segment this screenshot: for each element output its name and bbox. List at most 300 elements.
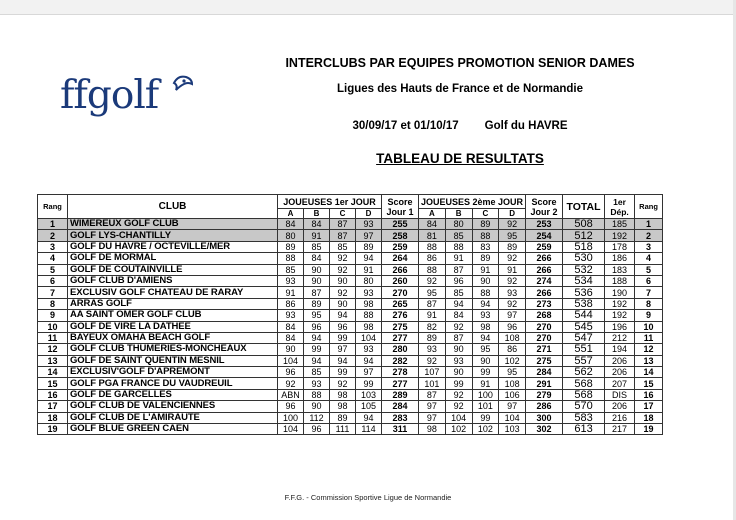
score-day1-cell: 277	[382, 332, 419, 343]
total-cell: 534	[563, 275, 605, 286]
score-day1-cell: 277	[382, 378, 419, 389]
day2-c-cell: 88	[472, 287, 499, 298]
col-score1: Score Jour 1	[382, 195, 419, 219]
club-name-cell: BAYEUX OMAHA BEACH GOLF	[68, 332, 278, 343]
day1-b-cell: 91	[304, 230, 330, 241]
score-day2-cell: 300	[526, 412, 563, 423]
day2-a-cell: 86	[419, 253, 446, 264]
day2-d-cell: 92	[499, 253, 526, 264]
day2-b-cell: 94	[445, 298, 472, 309]
total-cell: 512	[563, 230, 605, 241]
day2-b-cell: 80	[445, 219, 472, 230]
day2-b-cell: 87	[445, 332, 472, 343]
day1-b-cell: 85	[304, 367, 330, 378]
day2-a-cell: 107	[419, 367, 446, 378]
table-row	[38, 298, 663, 309]
rank-right-cell: 16	[635, 389, 663, 400]
day1-b-cell: 84	[304, 219, 330, 230]
score-day1-cell: 289	[382, 389, 419, 400]
first-departure-cell: 217	[605, 424, 635, 435]
day2-b-cell: 104	[445, 412, 472, 423]
day2-a-cell: 84	[419, 219, 446, 230]
day2-c-cell: 101	[472, 401, 499, 412]
day1-d-cell: 114	[356, 424, 382, 435]
day2-d-cell: 104	[499, 412, 526, 423]
day1-b-cell: 96	[304, 321, 330, 332]
rank-right-cell: 1	[635, 219, 663, 230]
day1-b-cell: 84	[304, 253, 330, 264]
total-cell: 538	[563, 298, 605, 309]
day1-d-cell: 97	[356, 230, 382, 241]
total-cell: 508	[563, 219, 605, 230]
table-title: TABLEAU DE RESULTATS	[376, 151, 544, 166]
score-day2-cell: 254	[526, 230, 563, 241]
day2-a-cell: 95	[419, 287, 446, 298]
day1-d-cell: 80	[356, 275, 382, 286]
day2-d-cell: 89	[499, 241, 526, 252]
rank-cell: 19	[38, 424, 68, 435]
day1-a-cell: 86	[278, 298, 304, 309]
first-departure-cell: 190	[605, 287, 635, 298]
day2-c-cell: 94	[472, 298, 499, 309]
first-departure-cell: 207	[605, 378, 635, 389]
rank-cell: 13	[38, 355, 68, 366]
day2-d-cell: 92	[499, 275, 526, 286]
day2-a-cell: 87	[419, 298, 446, 309]
rank-cell: 14	[38, 367, 68, 378]
day2-d-cell: 106	[499, 389, 526, 400]
day1-c-cell: 111	[330, 424, 356, 435]
day1-c-cell: 92	[330, 378, 356, 389]
col-rang-right: Rang	[635, 195, 663, 219]
score-day2-cell: 266	[526, 264, 563, 275]
total-cell: 583	[563, 412, 605, 423]
club-name-cell: GOLF CLUB THUMERIES-MONCHEAUX	[68, 344, 278, 355]
score-day2-cell: 279	[526, 389, 563, 400]
rank-cell: 6	[38, 275, 68, 286]
club-name-cell: GOLF DE GARCELLES	[68, 389, 278, 400]
col-total: TOTAL	[563, 195, 605, 219]
score-day1-cell: 264	[382, 253, 419, 264]
club-name-cell: EXCLUSIV'GOLF D'APREMONT	[68, 367, 278, 378]
first-departure-cell: 192	[605, 310, 635, 321]
table-row	[38, 241, 663, 252]
day2-b-cell: 88	[445, 241, 472, 252]
day2-b-cell: 92	[445, 401, 472, 412]
col-day2: JOUEUSES 2ème JOUR	[419, 195, 526, 209]
col-day2-b: B	[445, 209, 472, 219]
day1-d-cell: 93	[356, 287, 382, 298]
first-departure-cell: 212	[605, 332, 635, 343]
rank-cell: 17	[38, 401, 68, 412]
day2-b-cell: 96	[445, 275, 472, 286]
footer-credit: F.F.G. - Commission Sportive Ligue de Normandie	[284, 493, 452, 502]
rank-cell: 5	[38, 264, 68, 275]
day2-b-cell: 92	[445, 389, 472, 400]
col-score2: Score Jour 2	[526, 195, 563, 219]
day1-c-cell: 99	[330, 332, 356, 343]
score-day2-cell: 275	[526, 355, 563, 366]
day2-b-cell: 85	[445, 230, 472, 241]
total-cell: 613	[563, 424, 605, 435]
club-name-cell: GOLF CLUB D'AMIENS	[68, 275, 278, 286]
day2-d-cell: 108	[499, 378, 526, 389]
table-row	[38, 264, 663, 275]
day2-d-cell: 95	[499, 230, 526, 241]
day1-c-cell: 89	[330, 412, 356, 423]
col-day2-a: A	[419, 209, 446, 219]
col-club: CLUB	[68, 195, 278, 219]
club-name-cell: GOLF DE VIRE LA DATHEE	[68, 321, 278, 332]
score-day2-cell: 273	[526, 298, 563, 309]
table-row	[38, 412, 663, 423]
table-row	[38, 424, 663, 435]
table-row	[38, 253, 663, 264]
day1-b-cell: 85	[304, 241, 330, 252]
rank-right-cell: 9	[635, 310, 663, 321]
rank-cell: 8	[38, 298, 68, 309]
day1-d-cell: 98	[356, 298, 382, 309]
day1-d-cell: 103	[356, 389, 382, 400]
day1-a-cell: 93	[278, 310, 304, 321]
table-row	[38, 401, 663, 412]
day1-a-cell: 104	[278, 355, 304, 366]
day2-c-cell: 102	[472, 424, 499, 435]
day1-b-cell: 89	[304, 298, 330, 309]
total-cell: 570	[563, 401, 605, 412]
score-day2-cell: 266	[526, 253, 563, 264]
day2-b-cell: 102	[445, 424, 472, 435]
score-day1-cell: 283	[382, 412, 419, 423]
first-departure-cell: 206	[605, 355, 635, 366]
rank-cell: 18	[38, 412, 68, 423]
day1-a-cell: 93	[278, 275, 304, 286]
day1-c-cell: 98	[330, 389, 356, 400]
event-date-venue	[240, 120, 680, 132]
total-cell: 518	[563, 241, 605, 252]
score-day1-cell: 276	[382, 310, 419, 321]
day1-d-cell: 94	[356, 412, 382, 423]
club-name-cell: GOLF CLUB DE VALENCIENNES	[68, 401, 278, 412]
day1-b-cell: 95	[304, 310, 330, 321]
score-day2-cell: 284	[526, 367, 563, 378]
day1-a-cell: 89	[278, 241, 304, 252]
table-row	[38, 355, 663, 366]
day1-b-cell: 112	[304, 412, 330, 423]
first-departure-cell: 216	[605, 412, 635, 423]
day1-c-cell: 92	[330, 264, 356, 275]
total-cell: 568	[563, 389, 605, 400]
day1-b-cell: 90	[304, 401, 330, 412]
day2-c-cell: 91	[472, 264, 499, 275]
day1-c-cell: 94	[330, 355, 356, 366]
day1-a-cell: 84	[278, 332, 304, 343]
document-title: INTERCLUBS PAR EQUIPES PROMOTION SENIOR DAMES	[285, 56, 635, 70]
table-row	[38, 219, 663, 230]
day1-a-cell: 88	[278, 253, 304, 264]
day2-c-cell: 98	[472, 321, 499, 332]
day1-a-cell: 96	[278, 401, 304, 412]
first-departure-cell: 196	[605, 321, 635, 332]
day2-c-cell: 94	[472, 332, 499, 343]
col-day1-d: D	[356, 209, 382, 219]
day2-c-cell: 83	[472, 241, 499, 252]
day1-d-cell: 105	[356, 401, 382, 412]
day2-a-cell: 101	[419, 378, 446, 389]
first-departure-cell: 186	[605, 253, 635, 264]
event-dates: 30/09/17 et 01/10/17	[352, 120, 459, 132]
score-day1-cell: 258	[382, 230, 419, 241]
day2-d-cell: 102	[499, 355, 526, 366]
day2-a-cell: 88	[419, 264, 446, 275]
first-departure-cell: DIS	[605, 389, 635, 400]
club-name-cell: AA SAINT OMER GOLF CLUB	[68, 310, 278, 321]
day2-c-cell: 90	[472, 275, 499, 286]
day1-a-cell: 84	[278, 321, 304, 332]
rank-cell: 1	[38, 219, 68, 230]
event-venue: Golf du HAVRE	[484, 120, 568, 132]
document-subtitle: Ligues des Hauts de France et de Normandie	[336, 83, 584, 95]
rank-right-cell: 6	[635, 275, 663, 286]
col-day1: JOUEUSES 1er JOUR	[278, 195, 382, 209]
day2-a-cell: 81	[419, 230, 446, 241]
day2-a-cell: 87	[419, 389, 446, 400]
score-day2-cell: 270	[526, 321, 563, 332]
day2-d-cell: 91	[499, 264, 526, 275]
rank-right-cell: 10	[635, 321, 663, 332]
rank-right-cell: 3	[635, 241, 663, 252]
club-name-cell: GOLF DE COUTAINVILLE	[68, 264, 278, 275]
total-cell: 544	[563, 310, 605, 321]
day2-d-cell: 92	[499, 219, 526, 230]
day2-b-cell: 90	[445, 344, 472, 355]
day2-a-cell: 97	[419, 401, 446, 412]
rank-cell: 4	[38, 253, 68, 264]
table-row	[38, 344, 663, 355]
score-day1-cell: 282	[382, 355, 419, 366]
score-day2-cell: 253	[526, 219, 563, 230]
total-cell: 530	[563, 253, 605, 264]
day2-d-cell: 95	[499, 367, 526, 378]
score-day1-cell: 280	[382, 344, 419, 355]
rank-right-cell: 2	[635, 230, 663, 241]
day1-a-cell: 91	[278, 287, 304, 298]
first-departure-cell: 178	[605, 241, 635, 252]
day1-c-cell: 99	[330, 367, 356, 378]
total-cell: 547	[563, 332, 605, 343]
rank-right-cell: 8	[635, 298, 663, 309]
day2-a-cell: 92	[419, 275, 446, 286]
rank-right-cell: 17	[635, 401, 663, 412]
day1-c-cell: 98	[330, 401, 356, 412]
day1-b-cell: 88	[304, 389, 330, 400]
day1-b-cell: 90	[304, 264, 330, 275]
club-name-cell: GOLF BLUE GREEN CAEN	[68, 424, 278, 435]
day1-d-cell: 94	[356, 355, 382, 366]
day1-a-cell: 85	[278, 264, 304, 275]
day2-c-cell: 88	[472, 230, 499, 241]
day2-b-cell: 91	[445, 253, 472, 264]
rank-cell: 2	[38, 230, 68, 241]
score-day1-cell: 259	[382, 241, 419, 252]
col-day1-b: B	[304, 209, 330, 219]
day1-d-cell: 104	[356, 332, 382, 343]
first-departure-cell: 206	[605, 367, 635, 378]
day1-b-cell: 90	[304, 275, 330, 286]
col-day1-c: C	[330, 209, 356, 219]
ffgolf-logo: ffgolf	[60, 73, 159, 118]
total-cell: 568	[563, 378, 605, 389]
day2-c-cell: 90	[472, 355, 499, 366]
table-row	[38, 310, 663, 321]
day1-d-cell: 97	[356, 367, 382, 378]
day2-a-cell: 88	[419, 241, 446, 252]
rank-cell: 12	[38, 344, 68, 355]
day2-b-cell: 84	[445, 310, 472, 321]
results-body	[38, 219, 663, 435]
ffgolf-bird-icon	[172, 74, 194, 92]
day1-c-cell: 87	[330, 230, 356, 241]
club-name-cell: GOLF DE MORMAL	[68, 253, 278, 264]
table-row	[38, 389, 663, 400]
day1-c-cell: 92	[330, 287, 356, 298]
day1-a-cell: 92	[278, 378, 304, 389]
rank-right-cell: 5	[635, 264, 663, 275]
day1-d-cell: 89	[356, 241, 382, 252]
day2-d-cell: 103	[499, 424, 526, 435]
club-name-cell: GOLF LYS-CHANTILLY	[68, 230, 278, 241]
day2-d-cell: 97	[499, 310, 526, 321]
day2-c-cell: 89	[472, 253, 499, 264]
day1-c-cell: 90	[330, 275, 356, 286]
day1-d-cell: 91	[356, 264, 382, 275]
rank-cell: 16	[38, 389, 68, 400]
day1-c-cell: 97	[330, 344, 356, 355]
score-day2-cell: 270	[526, 332, 563, 343]
club-name-cell: ARRAS GOLF	[68, 298, 278, 309]
score-day1-cell: 266	[382, 264, 419, 275]
score-day2-cell: 291	[526, 378, 563, 389]
col-day2-d: D	[499, 209, 526, 219]
day1-c-cell: 87	[330, 219, 356, 230]
day2-d-cell: 93	[499, 287, 526, 298]
score-day1-cell: 284	[382, 401, 419, 412]
day1-b-cell: 94	[304, 355, 330, 366]
club-name-cell: GOLF DE SAINT QUENTIN MESNIL	[68, 355, 278, 366]
total-cell: 551	[563, 344, 605, 355]
total-cell: 532	[563, 264, 605, 275]
first-departure-cell: 206	[605, 401, 635, 412]
day1-a-cell: 90	[278, 344, 304, 355]
day1-a-cell: 100	[278, 412, 304, 423]
day1-d-cell: 99	[356, 378, 382, 389]
first-departure-cell: 192	[605, 298, 635, 309]
rank-cell: 9	[38, 310, 68, 321]
table-row	[38, 332, 663, 343]
rank-right-cell: 19	[635, 424, 663, 435]
day2-b-cell: 90	[445, 367, 472, 378]
day1-c-cell: 94	[330, 310, 356, 321]
day2-b-cell: 99	[445, 378, 472, 389]
club-name-cell: EXCLUSIV GOLF CHATEAU DE RARAY	[68, 287, 278, 298]
total-cell: 536	[563, 287, 605, 298]
table-row	[38, 378, 663, 389]
table-row	[38, 275, 663, 286]
rank-right-cell: 4	[635, 253, 663, 264]
day2-c-cell: 91	[472, 378, 499, 389]
col-day2-c: C	[472, 209, 499, 219]
score-day1-cell: 265	[382, 298, 419, 309]
window-top-bar	[0, 0, 736, 15]
day1-d-cell: 98	[356, 321, 382, 332]
rank-right-cell: 14	[635, 367, 663, 378]
table-row	[38, 230, 663, 241]
day1-c-cell: 96	[330, 321, 356, 332]
day2-c-cell: 89	[472, 219, 499, 230]
score-day2-cell: 268	[526, 310, 563, 321]
rank-cell: 10	[38, 321, 68, 332]
day1-d-cell: 93	[356, 344, 382, 355]
rank-right-cell: 12	[635, 344, 663, 355]
rank-cell: 3	[38, 241, 68, 252]
first-departure-cell: 183	[605, 264, 635, 275]
day1-b-cell: 94	[304, 332, 330, 343]
table-row	[38, 367, 663, 378]
total-cell: 557	[563, 355, 605, 366]
day1-c-cell: 92	[330, 253, 356, 264]
day2-a-cell: 93	[419, 344, 446, 355]
day1-a-cell: 96	[278, 367, 304, 378]
rank-right-cell: 7	[635, 287, 663, 298]
score-day2-cell: 259	[526, 241, 563, 252]
score-day1-cell: 311	[382, 424, 419, 435]
day2-d-cell: 108	[499, 332, 526, 343]
day2-c-cell: 93	[472, 310, 499, 321]
day1-b-cell: 96	[304, 424, 330, 435]
day1-a-cell: 84	[278, 219, 304, 230]
table-row	[38, 287, 663, 298]
day1-d-cell: 93	[356, 219, 382, 230]
rank-cell: 15	[38, 378, 68, 389]
score-day2-cell: 271	[526, 344, 563, 355]
day2-d-cell: 92	[499, 298, 526, 309]
day2-b-cell: 87	[445, 264, 472, 275]
day2-a-cell: 89	[419, 332, 446, 343]
day2-c-cell: 99	[472, 367, 499, 378]
day1-a-cell: 104	[278, 424, 304, 435]
rank-right-cell: 13	[635, 355, 663, 366]
day2-c-cell: 100	[472, 389, 499, 400]
club-name-cell: GOLF PGA FRANCE DU VAUDREUIL	[68, 378, 278, 389]
score-day1-cell: 270	[382, 287, 419, 298]
day2-a-cell: 82	[419, 321, 446, 332]
club-name-cell: GOLF DU HAVRE / OCTEVILLE/MER	[68, 241, 278, 252]
day2-a-cell: 98	[419, 424, 446, 435]
day2-d-cell: 86	[499, 344, 526, 355]
first-departure-cell: 192	[605, 230, 635, 241]
day2-a-cell: 92	[419, 355, 446, 366]
score-day2-cell: 274	[526, 275, 563, 286]
table-row	[38, 321, 663, 332]
day2-b-cell: 92	[445, 321, 472, 332]
rank-right-cell: 15	[635, 378, 663, 389]
day2-a-cell: 97	[419, 412, 446, 423]
club-name-cell: GOLF CLUB DE L'AMIRAUTE	[68, 412, 278, 423]
total-cell: 545	[563, 321, 605, 332]
score-day2-cell: 286	[526, 401, 563, 412]
first-departure-cell: 188	[605, 275, 635, 286]
day1-b-cell: 99	[304, 344, 330, 355]
